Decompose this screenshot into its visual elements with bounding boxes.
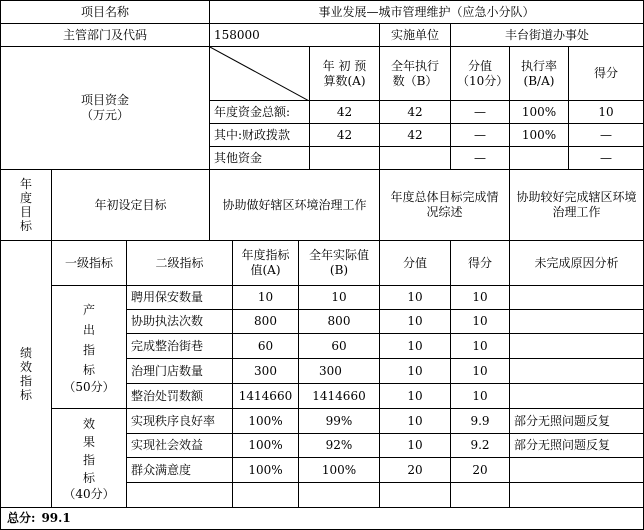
fund-row-value: — bbox=[450, 146, 510, 170]
indicator-actual: 800 bbox=[298, 309, 380, 334]
indicator-reason bbox=[509, 333, 644, 359]
fund-row-value: — bbox=[450, 100, 510, 124]
initial-goal-label: 年初设定目标 bbox=[51, 169, 210, 241]
indicator-target: 1414660 bbox=[232, 383, 299, 409]
indicator-target: 100% bbox=[232, 433, 299, 458]
indicator-target: 800 bbox=[232, 309, 299, 334]
empty-cell bbox=[379, 482, 451, 508]
total-score-row bbox=[0, 507, 644, 530]
empty-cell bbox=[450, 482, 510, 508]
dept-label: 主管部门及代码 bbox=[0, 23, 210, 47]
indicator-score: 10 bbox=[450, 309, 510, 334]
project-name-value: 事业发展—城市管理维护（应急小分队） bbox=[209, 0, 644, 24]
fund-row-score: — bbox=[568, 146, 644, 170]
head-target: 年度指标值(A) bbox=[232, 240, 299, 286]
indicator-actual: 1414660 bbox=[298, 383, 380, 409]
col-score: 得分 bbox=[568, 46, 644, 101]
indicator-score: 10 bbox=[450, 333, 510, 359]
performance-section-label bbox=[0, 240, 52, 508]
indicator-value: 10 bbox=[379, 309, 451, 334]
indicator-name: 实现秩序良好率 bbox=[126, 408, 233, 434]
performance-section-text: 绩效指标 bbox=[20, 346, 33, 402]
empty-cell bbox=[298, 482, 380, 508]
indicator-target: 100% bbox=[232, 457, 299, 483]
indicator-name: 完成整治街巷 bbox=[126, 333, 233, 359]
indicator-target: 60 bbox=[232, 333, 299, 359]
fund-row-b: 42 bbox=[379, 100, 451, 124]
head-reason: 未完成原因分析 bbox=[509, 240, 644, 286]
output-group-points: （50分） bbox=[63, 379, 115, 394]
funds-label bbox=[0, 46, 210, 170]
goal-summary-text: 协助较好完成辖区环境治理工作 bbox=[509, 169, 644, 241]
indicator-actual: 10 bbox=[298, 285, 380, 310]
indicator-value: 10 bbox=[379, 433, 451, 458]
indicator-score: 10 bbox=[450, 285, 510, 310]
impl-unit-value: 丰台街道办事处 bbox=[450, 23, 644, 47]
project-name-label: 项目名称 bbox=[0, 0, 210, 24]
funds-label-line1: 项目资金 bbox=[80, 93, 129, 107]
fund-row-a: 42 bbox=[309, 100, 380, 124]
indicator-name: 聘用保安数量 bbox=[126, 285, 233, 310]
col-score-value: 分值（10分） bbox=[450, 46, 510, 101]
indicator-value: 20 bbox=[379, 457, 451, 483]
total-value: 99.1 bbox=[41, 511, 71, 525]
col-annual-exec: 全年执行数（B） bbox=[379, 46, 451, 101]
fund-row-score: 10 bbox=[568, 100, 644, 124]
output-indicator-group bbox=[51, 285, 127, 409]
col-exec-rate: 执行率(B/A) bbox=[509, 46, 569, 101]
indicator-target: 300 bbox=[232, 358, 299, 384]
annual-goal-text: 年度目标 bbox=[20, 177, 33, 233]
funds-label-line2: （万元） bbox=[80, 108, 129, 122]
indicator-score: 9.9 bbox=[450, 408, 510, 434]
indicator-score: 10 bbox=[450, 383, 510, 409]
annual-goal-label bbox=[0, 169, 52, 241]
indicator-value: 10 bbox=[379, 358, 451, 384]
indicator-value: 10 bbox=[379, 285, 451, 310]
total-label: 总分: bbox=[7, 511, 36, 525]
indicator-actual: 99% bbox=[298, 408, 380, 434]
indicator-reason bbox=[509, 383, 644, 409]
indicator-score: 20 bbox=[450, 457, 510, 483]
fund-row-a bbox=[309, 146, 380, 170]
indicator-name: 治理门店数量 bbox=[126, 358, 233, 384]
indicator-target: 100% bbox=[232, 408, 299, 434]
indicator-name: 协助执法次数 bbox=[126, 309, 233, 334]
indicator-reason bbox=[509, 285, 644, 310]
diagonal-line bbox=[210, 47, 310, 101]
indicator-reason: 部分无照问题反复 bbox=[509, 433, 644, 458]
fund-row-rate: 100% bbox=[509, 100, 569, 124]
indicator-actual: 60 bbox=[298, 333, 380, 359]
fund-row-score: — bbox=[568, 123, 644, 147]
indicator-reason bbox=[509, 358, 644, 384]
indicator-value: 10 bbox=[379, 333, 451, 359]
head-level1: 一级指标 bbox=[51, 240, 127, 286]
indicator-actual: 92% bbox=[298, 433, 380, 458]
indicator-value: 10 bbox=[379, 383, 451, 409]
diagonal-header bbox=[209, 46, 310, 101]
fund-row-rate bbox=[509, 146, 569, 170]
fund-row-rate: 100% bbox=[509, 123, 569, 147]
indicator-name: 实现社会效益 bbox=[126, 433, 233, 458]
impl-unit-label: 实施单位 bbox=[379, 23, 451, 47]
head-actual: 全年实际值(B) bbox=[298, 240, 380, 286]
fund-row-label: 年度资金总额: bbox=[209, 100, 310, 124]
effect-indicator-group bbox=[51, 408, 127, 508]
indicator-score: 9.2 bbox=[450, 433, 510, 458]
effect-group-points: （40分） bbox=[63, 486, 115, 501]
fund-row-label: 其中:财政拨款 bbox=[209, 123, 310, 147]
indicator-reason bbox=[509, 457, 644, 483]
indicator-reason: 部分无照问题反复 bbox=[509, 408, 644, 434]
head-score: 得分 bbox=[450, 240, 510, 286]
indicator-name: 整治处罚数额 bbox=[126, 383, 233, 409]
fund-row-b bbox=[379, 146, 451, 170]
col-annual-budget: 年 初 预 算数(A) bbox=[309, 46, 380, 101]
indicator-score: 10 bbox=[450, 358, 510, 384]
fund-row-a: 42 bbox=[309, 123, 380, 147]
empty-cell bbox=[126, 482, 233, 508]
head-level2: 二级指标 bbox=[126, 240, 233, 286]
indicator-reason bbox=[509, 309, 644, 334]
goal-summary-label: 年度总体目标完成情况综述 bbox=[379, 169, 510, 241]
output-group-name: 产出指标 bbox=[83, 302, 96, 377]
fund-row-b: 42 bbox=[379, 123, 451, 147]
head-value: 分值 bbox=[379, 240, 451, 286]
fund-row-label: 其他资金 bbox=[209, 146, 310, 170]
effect-group-name: 效果指标 bbox=[83, 416, 96, 485]
empty-cell bbox=[509, 482, 644, 508]
empty-cell bbox=[232, 482, 299, 508]
indicator-target: 10 bbox=[232, 285, 299, 310]
initial-goal-text: 协助做好辖区环境治理工作 bbox=[209, 169, 380, 241]
indicator-actual: 300 bbox=[298, 358, 380, 384]
dept-code: 158000 bbox=[209, 23, 380, 47]
indicator-actual: 100% bbox=[298, 457, 380, 483]
fund-row-value: — bbox=[450, 123, 510, 147]
indicator-name: 群众满意度 bbox=[126, 457, 233, 483]
indicator-value: 10 bbox=[379, 408, 451, 434]
